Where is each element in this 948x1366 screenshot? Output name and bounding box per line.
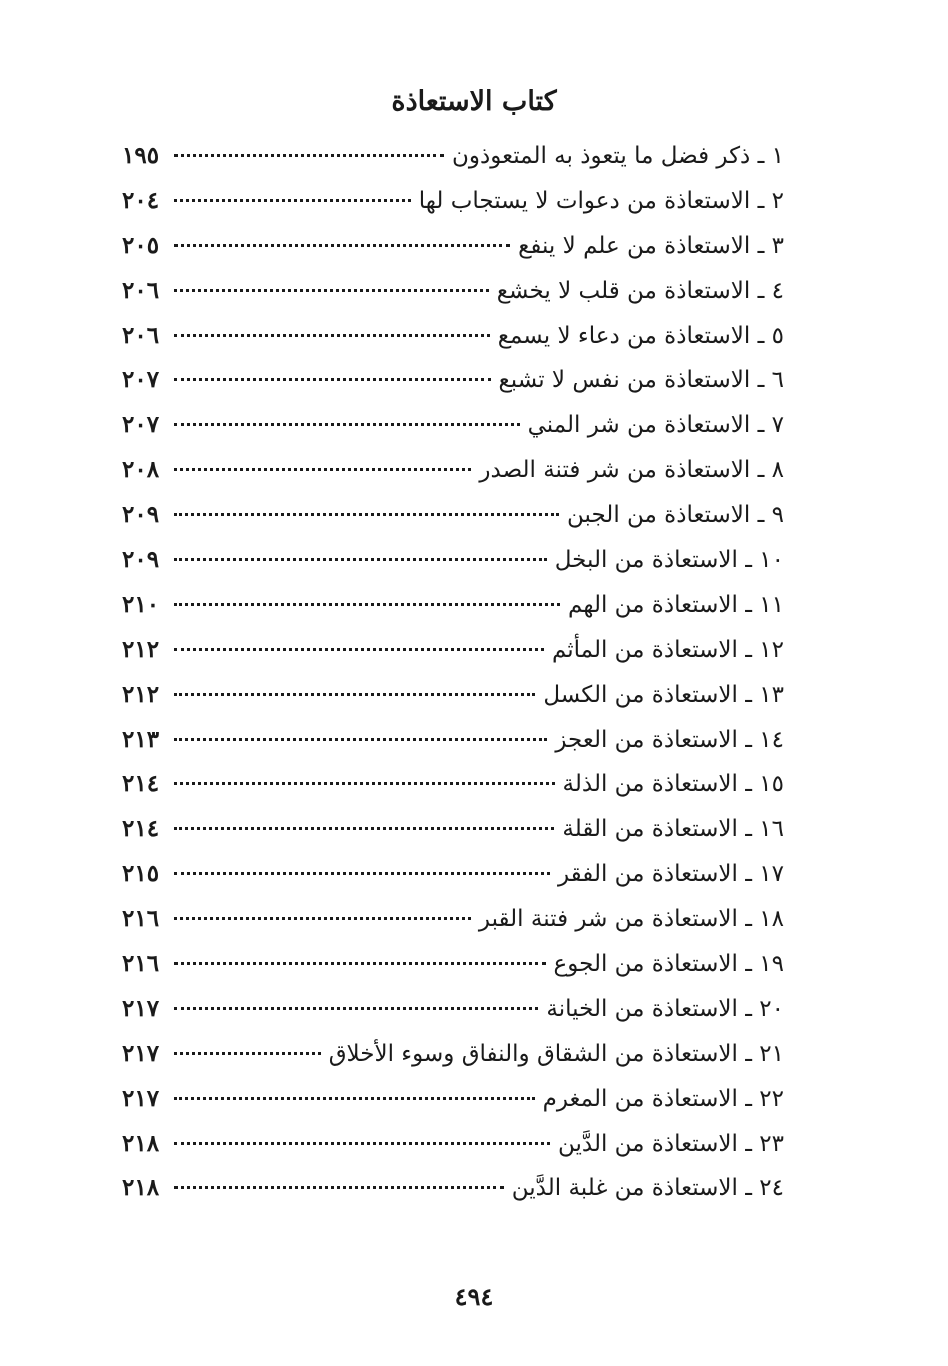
- toc-entry: [122, 995, 784, 1040]
- toc-entry: [122, 366, 784, 411]
- toc-entry-label: ١٨ ـ الاستعاذة من شر فتنة القبر: [478, 906, 784, 933]
- toc-entry-label: ١٠ ـ الاستعاذة من البخل: [554, 547, 784, 574]
- toc-entry-page: ٢٠٩: [122, 501, 160, 529]
- dot-leader: [174, 423, 520, 426]
- toc-entry-page: ٢١٧: [122, 1084, 160, 1112]
- dot-leader: [174, 1052, 321, 1055]
- toc-entry-label: ٥ ـ الاستعاذة من دعاء لا يسمع: [497, 322, 784, 349]
- dot-leader: [174, 648, 544, 651]
- dot-leader: [174, 378, 491, 381]
- toc-entry-label: ٣ ـ الاستعاذة من علم لا ينفع: [518, 232, 784, 259]
- chapter-title: كتاب الاستعاذة: [391, 86, 557, 117]
- toc-entry-page: ١٩٥: [122, 142, 160, 169]
- toc-entry-label: ٢٢ ـ الاستعاذة من المغرم: [542, 1085, 784, 1112]
- toc-entry: [122, 546, 784, 591]
- dot-leader: [174, 1186, 504, 1189]
- toc-entry-label: ٩ ـ الاستعاذة من الجبن: [567, 502, 784, 529]
- toc-entry-page: ٢١٥: [122, 860, 160, 888]
- toc-entry: [122, 681, 784, 726]
- toc-entry-page: ٢١٣: [122, 725, 160, 753]
- toc-entry-page: ٢١٢: [122, 680, 160, 708]
- toc-entry: [122, 950, 784, 995]
- toc-entry-page: ٢١٧: [122, 1039, 160, 1067]
- toc-entry-label: ١١ ـ الاستعاذة من الهم: [568, 591, 784, 618]
- toc-entry-page: ٢١٤: [122, 815, 160, 843]
- toc-entry-label: ٢١ ـ الاستعاذة من الشقاق والنفاق وسوء الأخلاق: [328, 1040, 784, 1067]
- toc-entry-page: ٢١٨: [122, 1174, 160, 1202]
- toc-entry: [122, 860, 784, 905]
- dot-leader: [174, 738, 547, 741]
- dot-leader: [174, 558, 547, 561]
- toc-entry: [122, 770, 784, 815]
- table-of-contents: [122, 142, 784, 1219]
- toc-entry-label: ٢٤ ـ الاستعاذة من غلبة الدَّين: [511, 1175, 784, 1202]
- toc-entry-page: ٢١٧: [122, 994, 160, 1022]
- toc-entry-page: ٢٠٧: [122, 366, 160, 394]
- dot-leader: [174, 603, 560, 606]
- toc-entry: [122, 905, 784, 950]
- dot-leader: [174, 827, 554, 830]
- toc-entry-page: ٢١٤: [122, 770, 160, 798]
- toc-entry-label: ٤ ـ الاستعاذة من قلب لا يخشع: [496, 277, 784, 304]
- toc-entry: [122, 591, 784, 636]
- dot-leader: [174, 917, 471, 920]
- toc-entry-label: ٨ ـ الاستعاذة من شر فتنة الصدر: [479, 457, 784, 484]
- toc-entry: [122, 636, 784, 681]
- toc-entry: [122, 1130, 784, 1175]
- toc-entry-page: ٢١٦: [122, 905, 160, 933]
- toc-entry-label: ١٣ ـ الاستعاذة من الكسل: [543, 681, 784, 708]
- toc-entry: [122, 142, 784, 187]
- toc-entry-label: ٢ ـ الاستعاذة من دعوات لا يستجاب لها: [418, 187, 784, 214]
- toc-entry: [122, 232, 784, 277]
- toc-entry-page: ٢٠٩: [122, 546, 160, 574]
- toc-entry-label: ٦ ـ الاستعاذة من نفس لا تشبع: [498, 367, 784, 394]
- dot-leader: [174, 962, 546, 965]
- toc-entry-label: ٧ ـ الاستعاذة من شر المني: [527, 412, 784, 439]
- toc-entry-label: ١٦ ـ الاستعاذة من القلة: [562, 816, 784, 843]
- dot-leader: [174, 693, 535, 696]
- toc-entry: [122, 322, 784, 367]
- toc-entry-label: ١٤ ـ الاستعاذة من العجز: [555, 726, 784, 753]
- toc-entry-page: ٢١٠: [122, 590, 160, 618]
- toc-entry: [122, 1085, 784, 1130]
- toc-entry: [122, 1040, 784, 1085]
- toc-entry-page: ٢٠٦: [122, 321, 160, 349]
- dot-leader: [174, 154, 444, 157]
- toc-entry: [122, 277, 784, 322]
- toc-entry: [122, 1174, 784, 1219]
- dot-leader: [174, 1097, 535, 1100]
- toc-entry-label: ٢٣ ـ الاستعاذة من الدَّين: [557, 1130, 784, 1157]
- toc-entry-label: ٢٠ ـ الاستعاذة من الخيانة: [546, 995, 784, 1022]
- toc-entry-label: ١٢ ـ الاستعاذة من المأثم: [551, 636, 784, 663]
- dot-leader: [174, 289, 489, 292]
- toc-entry-page: ٢٠٧: [122, 411, 160, 439]
- toc-entry: [122, 456, 784, 501]
- toc-entry-page: ٢١٢: [122, 635, 160, 663]
- dot-leader: [174, 782, 555, 785]
- toc-entry-page: ٢٠٥: [122, 231, 160, 259]
- toc-entry: [122, 187, 784, 232]
- toc-entry-label: ١٩ ـ الاستعاذة من الجوع: [553, 951, 784, 978]
- toc-entry-label: ١٥ ـ الاستعاذة من الذلة: [562, 771, 784, 798]
- dot-leader: [174, 1142, 550, 1145]
- dot-leader: [174, 872, 550, 875]
- dot-leader: [174, 199, 411, 202]
- dot-leader: [174, 468, 471, 471]
- toc-entry: [122, 815, 784, 860]
- toc-entry: [122, 501, 784, 546]
- toc-entry-label: ١ ـ ذكر فضل ما يتعوذ به المتعوذون: [452, 143, 784, 169]
- toc-entry: [122, 726, 784, 771]
- toc-entry-page: ٢٠٨: [122, 456, 160, 484]
- dot-leader: [174, 1007, 538, 1010]
- toc-entry-page: ٢١٦: [122, 950, 160, 978]
- toc-entry-page: ٢١٨: [122, 1129, 160, 1157]
- toc-entry-page: ٢٠٦: [122, 276, 160, 304]
- toc-entry: [122, 411, 784, 456]
- dot-leader: [174, 334, 490, 337]
- dot-leader: [174, 513, 559, 516]
- toc-entry-label: ١٧ ـ الاستعاذة من الفقر: [557, 861, 784, 888]
- page-number: ٤٩٤: [454, 1282, 494, 1311]
- toc-entry-page: ٢٠٤: [122, 186, 160, 214]
- dot-leader: [174, 244, 510, 247]
